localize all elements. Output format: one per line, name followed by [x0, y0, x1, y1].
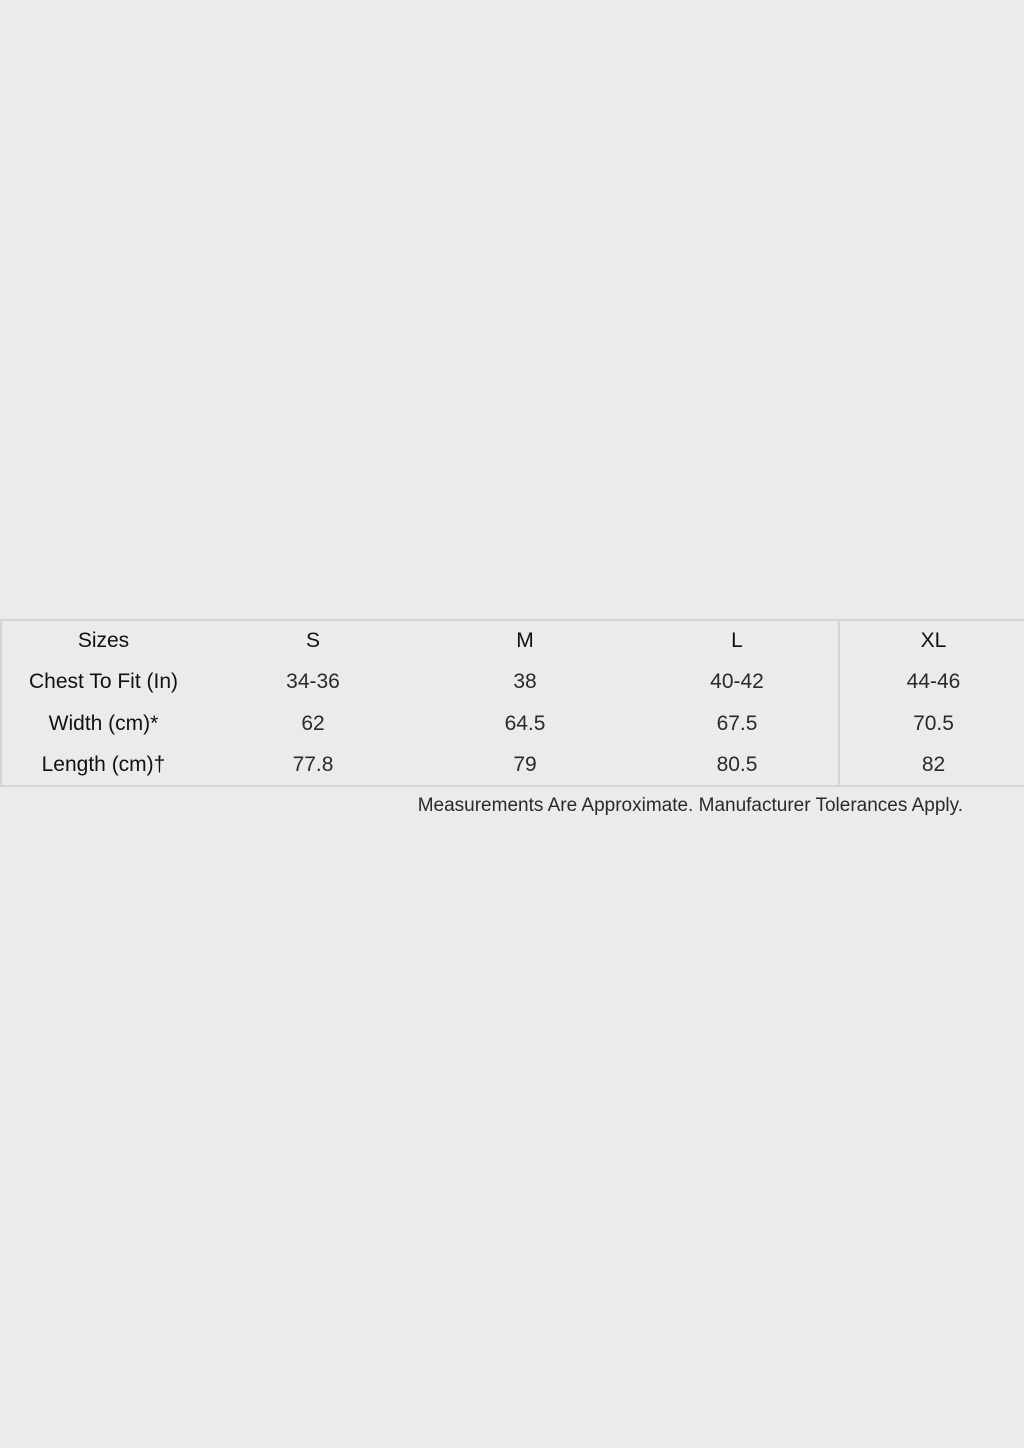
table-row: [0, 745, 1024, 787]
header-size-l: L: [731, 628, 743, 652]
header-size-s: S: [305, 628, 320, 652]
row-label-width: Width (cm)*: [48, 711, 159, 735]
cell-length-l: 80.5: [716, 753, 758, 777]
cell-chest-s: 34-36: [286, 670, 340, 694]
table-row: [0, 703, 1024, 745]
cell-width-xl: 70.5: [913, 711, 954, 735]
cell-width-s: 62: [301, 711, 325, 735]
cell-chest-xl: 44-46: [906, 670, 961, 694]
row-label-length: Length (cm)†: [41, 753, 166, 777]
cell-length-m: 79: [513, 753, 537, 777]
cell-length-xl: 82: [921, 753, 946, 777]
table-header-row: [0, 620, 1024, 662]
cell-chest-m: 38: [513, 670, 537, 694]
cell-width-l: 67.5: [716, 711, 758, 735]
header-size-xl: XL: [920, 628, 947, 652]
cell-length-s: 77.8: [292, 753, 334, 777]
size-chart-table: [0, 620, 1024, 786]
measurement-note: Measurements Are Approximate. Manufacturer Tolerances Apply.: [417, 795, 963, 816]
cell-chest-l: 40-42: [710, 670, 764, 694]
cell-width-m: 64.5: [504, 711, 546, 735]
row-label-chest: Chest To Fit (In): [29, 670, 178, 694]
table-bottom-border: [0, 785, 1024, 787]
table-row: [0, 662, 1024, 704]
header-size-m: M: [516, 628, 534, 652]
header-sizes-label: Sizes: [77, 628, 130, 652]
